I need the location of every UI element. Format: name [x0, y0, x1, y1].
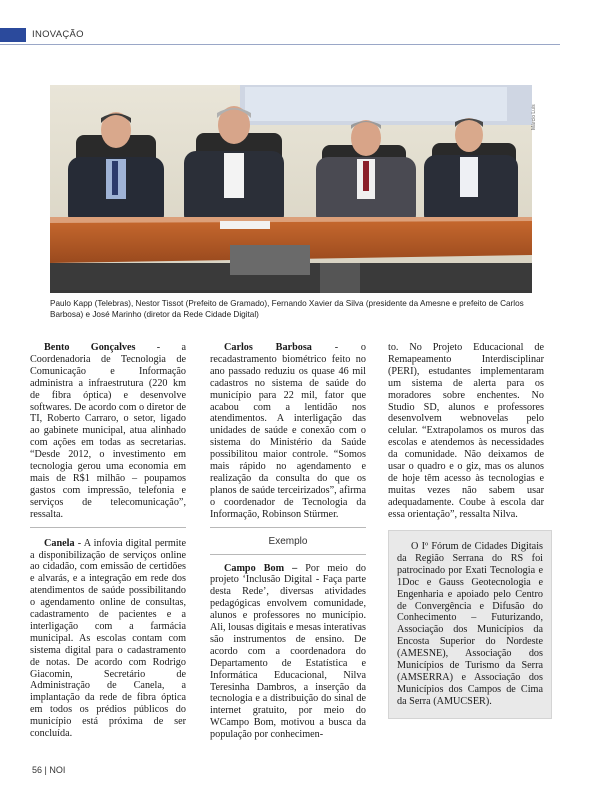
- lead-campo-bom: Campo Bom –: [224, 562, 298, 574]
- paragraph-canela: [30, 538, 186, 740]
- lead-canela: Canela: [44, 537, 75, 549]
- paragraph-bento: [30, 342, 186, 521]
- text-campo-bom: Por meio do projeto ‘Inclusão Digital - Faça parte desta Rede’, diversas atividades pedagógicas envolvem comunidade, alunos e professores no município. Ali, lousas digitais e mesas interativas são instrumentos de ensino. De acordo com a coordenadora do Departamento de Estatística e Informática Educacional, Nilva Teresinha Dambros, a inserção da tecnologia e a distribuição do sinal de internet gratuito, por meio do WCampo Bom, motivou a busca da população por conhecimen-: [210, 562, 366, 741]
- section-label: INOVAÇÃO: [32, 29, 84, 40]
- event-photo: [50, 85, 532, 293]
- column-divider: [210, 554, 366, 555]
- column-1: [30, 342, 186, 740]
- text-carlos-barbosa: - o recadastramento biométrico feito no ano passado reduziu os quase 46 mil cadastros no sistema de saúde do município para 22 mil, fator que acabou com a lentidão nos atendimentos. A interligação das unidades de saúde e conexão com o sistema do Ministério da Saúde possibilitou maior controle. “Somos mais rápido no agendamento e realização da consulta do que os planos de saúde terceirizados”, afirma o coordenador de Tecnologia da Informação, Robinson Stürmer.: [210, 342, 366, 520]
- header-rule: [0, 44, 560, 45]
- text-canela: - A infovia digital permite a disponibilização de serviços online ao cidadão, com emissão de certidões e alvarás, e a integração em rede dos atendimentos de saúde possibilitando o agendamento online de consultas, cadastramento de pacientes e a interligação com a farmácia municipal. As escolas contam com sistema digital para o cadastramento de notas. De acordo com Rodrigo Giacomin, Secretário de Administração de Canela, a implantação da rede de fibra óptica em todos os prédios públicos do município está próxima de ser concluída.: [30, 537, 186, 740]
- text-bento: - a Coordenadoria de Tecnologia de Comunicação e Informação administra a infraestrutura (220 km de fibra óptica) e desenvolve softwares. De acordo com o diretor de TI, Roberto Carraro, o setor, ligado ao gabinete municipal, atua alinhado com ações em todas as secretarias. “Desde 2012, o investimento em tecnologia gerou uma economia em mais de R$1 milhão – poupamos gastos com impressão, telefonia e serviços de telecomunicação”, ressalta.: [30, 342, 186, 520]
- footer-separator: |: [44, 765, 47, 775]
- magazine-name: NOI: [49, 765, 66, 775]
- photo-credit: Márcio Luis: [531, 104, 537, 130]
- column-2: [210, 342, 366, 741]
- lead-carlos-barbosa: Carlos Barbosa: [224, 342, 312, 353]
- photo-caption: Paulo Kapp (Telebras), Nestor Tissot (Prefeito de Gramado), Fernando Xavier da Silva (presidente da Amesne e prefeito de Carlos Barbosa) e José Marinho (diretor da Rede Cidade Digital): [50, 299, 524, 319]
- page-number: 56: [32, 765, 43, 775]
- sponsors-text: O Iº Fórum de Cidades Digitais da Região Serrana do RS foi patrocinado por Exati Tecnologia e 1Doc e Gauss Geotecnologia e Engenharia e apoiado pelo Centro de Convergência e Difusão do Conhecimento – Futurizando, Associação dos Municípios da Encosta Superior do Nordeste (AMESNE), Associação dos Municípios de Turismo da Serra (AMSERRA) e Associação dos Municípios dos Campos de Cima da Serra (AMUCSER).: [397, 541, 543, 707]
- page-footer: [32, 765, 65, 775]
- paragraph-campo-bom: [210, 563, 366, 742]
- column-3: [388, 342, 544, 521]
- column-divider: [210, 527, 366, 528]
- column-divider: [30, 527, 186, 528]
- paragraph-continuation: to. No Projeto Educacional de Remapeamento Interdisciplinar (PERI), estudantes implementaram um sistema de alerta para os moradores sobre enchentes. No Studio SD, alunos e professores desenvolvem webnovelas pelo celular. “Extrapolamos os muros das escolas e atendemos às necessidades da comunidade. Não deixamos de usar o quadro e o giz, mas os alunos de hoje têm acesso às tecnologias e muitas vezes não sabem usar adequadamente. Coube à escola dar essa orientação”, ressalta Nilva.: [388, 342, 544, 520]
- subheading: Exemplo: [268, 535, 308, 547]
- paragraph-carlos-barbosa: [210, 342, 366, 521]
- lead-bento: Bento Gonçalves: [44, 342, 136, 353]
- section-accent-bar: [0, 28, 26, 42]
- sponsors-box: [388, 530, 552, 719]
